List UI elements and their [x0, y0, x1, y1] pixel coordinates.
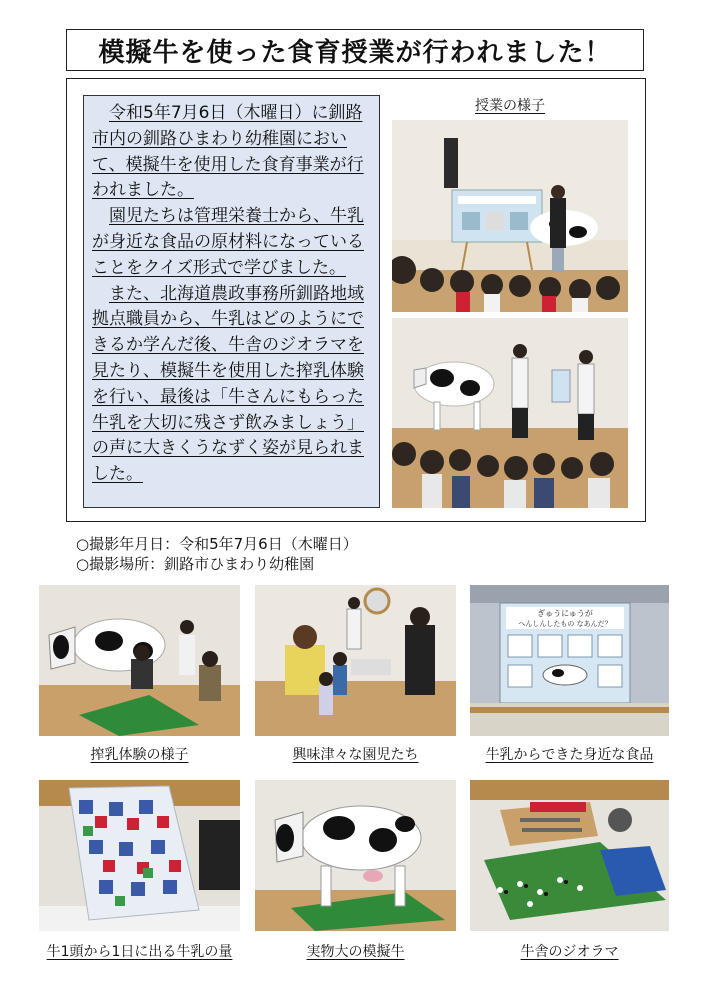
article-paragraph-2: 園児たちは管理栄養士から、牛乳が身近な食品の原材料になっていることをクイズ形式で学びました。 [92, 206, 364, 278]
article-text-box [83, 95, 380, 508]
caption-curious-children: 興味津々な園児たち [292, 747, 419, 763]
milk-products-board-photo [470, 585, 669, 736]
page-title: 模擬牛を使った食育授業が行われました！ [66, 29, 644, 71]
article-paragraph-1: 令和5年7月6日（木曜日）に釧路市内の釧路ひまわり幼稚園において、模擬牛を使用した食育事業が行われました。 [92, 103, 364, 201]
caption-life-size-cow: 実物大の模擬牛 [306, 944, 405, 960]
caption-milk-amount: 牛1頭から1日に出る牛乳の量 [46, 944, 233, 960]
caption-barn-diorama: 牛舎のジオラマ [520, 944, 619, 960]
curious-children-photo [255, 585, 456, 736]
article-paragraph-3: また、北海道農政事務所釧路地域拠点職員から、牛乳はどのようにできるか学んだ後、牛舎のジオラマを見たり、模擬牛を使用した搾乳体験を行い、最後は「牛さんにもらった牛乳を大切に残さず飲みましょう」の声に大きくうなずく姿が見られました。 [92, 283, 364, 485]
milking-experience-photo [39, 585, 240, 736]
class-scene-caption: 授業の様子 [475, 98, 545, 114]
life-size-cow-photo [255, 780, 456, 931]
barn-diorama-photo [470, 780, 669, 931]
board-title-line1: ぎゅうにゅうが [537, 609, 593, 618]
milk-amount-photo [39, 780, 240, 931]
caption-milk-products: 牛乳からできた身近な食品 [485, 747, 654, 763]
caption-milking-experience: 搾乳体験の様子 [90, 747, 189, 763]
class-scene-photo-1 [392, 120, 628, 312]
board-title-line2: へんしんしたもの なあんだ？ [518, 620, 612, 628]
shooting-date: ○撮影年月日：令和5年7月6日（木曜日） [76, 535, 358, 553]
shooting-place: ○撮影場所：釧路市ひまわり幼稚園 [76, 555, 315, 573]
class-scene-photo-2 [392, 318, 628, 508]
